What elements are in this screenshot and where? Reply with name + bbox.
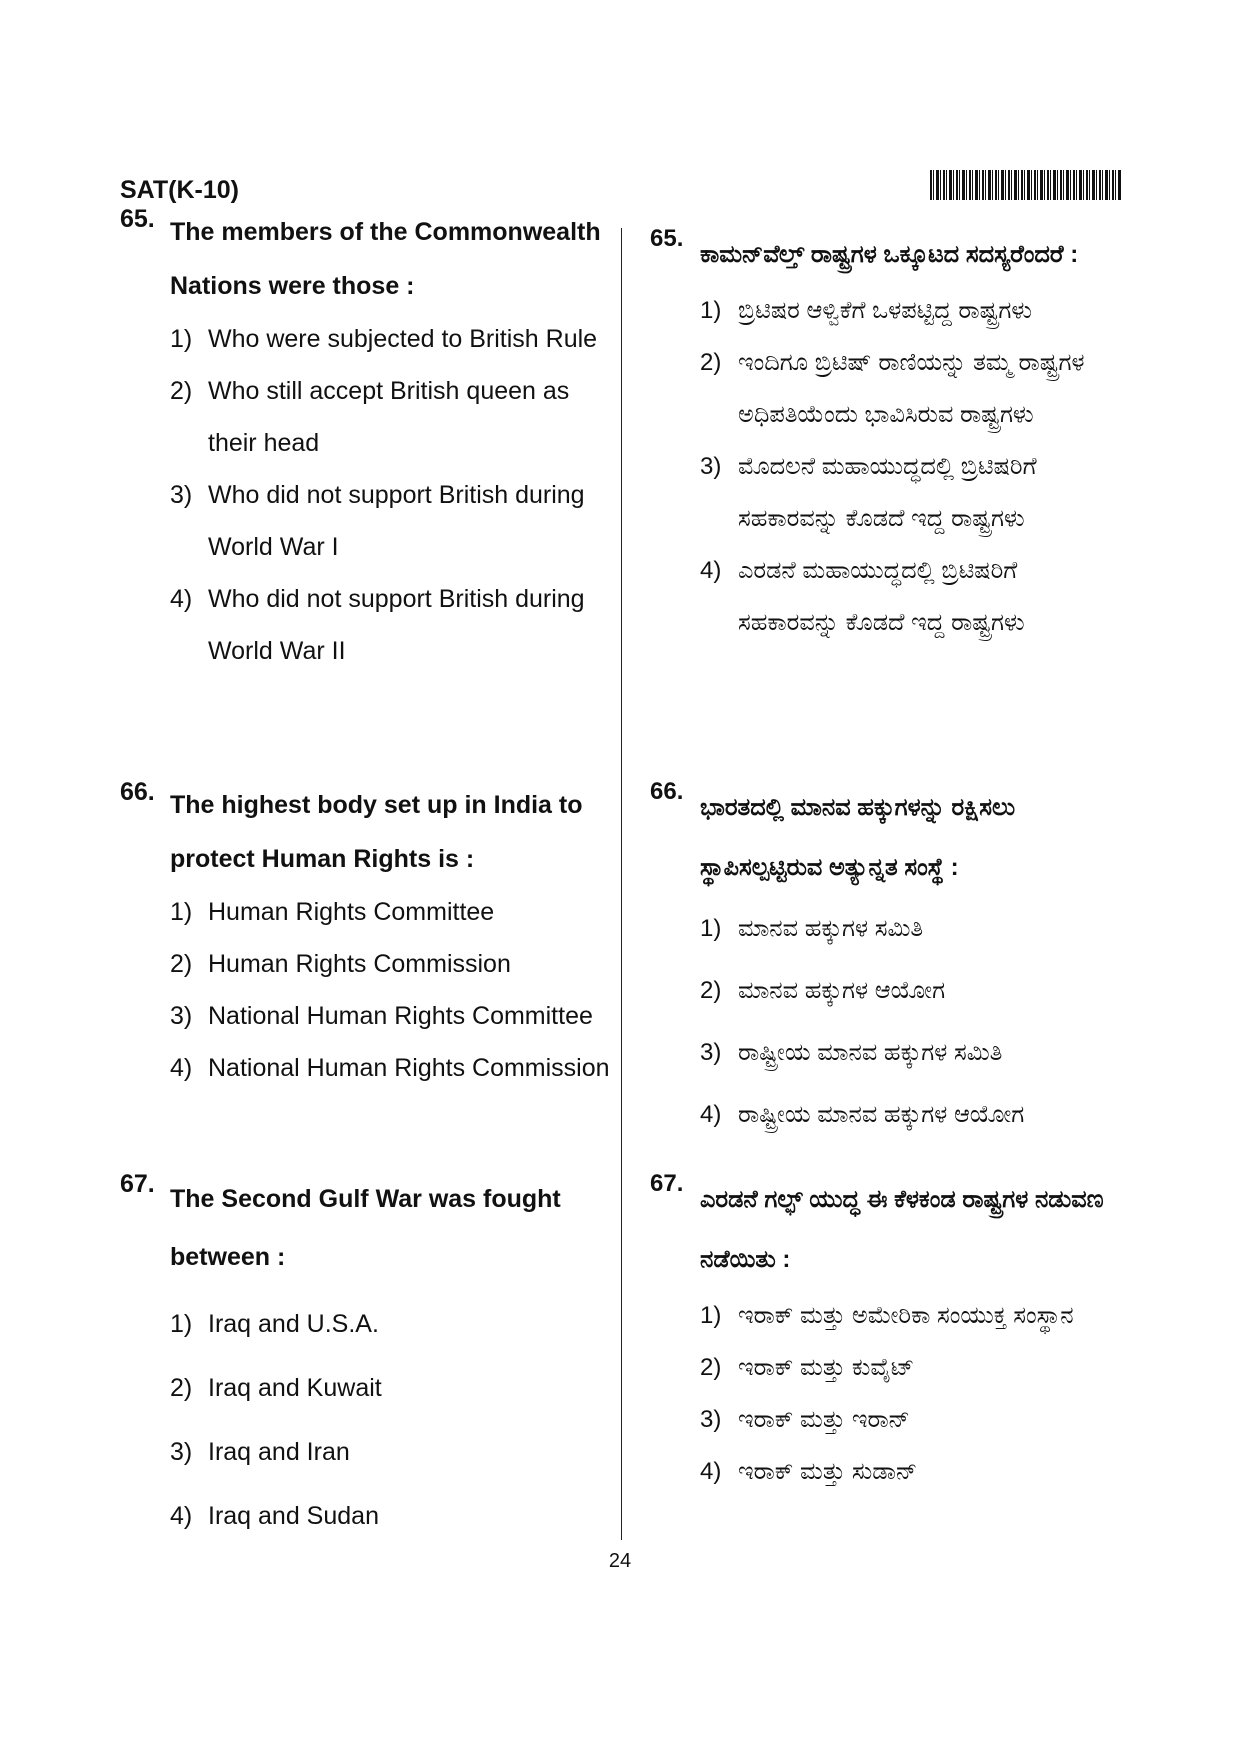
option-1: 1) ಮಾನವ ಹಕ್ಕುಗಳ ಸಮಿತಿ [700, 915, 924, 942]
option-4: 4) National Human Rights Commission [170, 1054, 610, 1082]
question-number: 66. [650, 778, 684, 805]
question-text: ಎರಡನೆ ಗಲ್ಫ್ ಯುದ್ಧ ಈ ಕೆಳಕಂಡ ರಾಷ್ಟ್ರಗಳ ನಡುವಣ ನಡೆಯಿತು : [700, 1186, 1104, 1273]
question-65-kn [650, 225, 1122, 649]
option-2: 2) Human Rights Commission [170, 950, 511, 978]
option-4: 4) ಇರಾಕ್ ಮತ್ತು ಸುಡಾನ್ [700, 1458, 918, 1485]
column-divider [621, 228, 622, 1540]
option-4: 4) ಎರಡನೆ ಮಹಾಯುದ್ಧದಲ್ಲಿ ಬ್ರಿಟಿಷರಿಗೆ ಸಹಕಾರವನ್ನು ಕೊಡದೆ ಇದ್ದ ರಾಷ್ಟ್ರಗಳು [700, 557, 1025, 636]
question-number: 65. [650, 225, 684, 252]
option-3: 3) Who did not support British during World War I [170, 481, 585, 561]
question-65-en [120, 205, 611, 677]
question-number: 65. [120, 205, 155, 233]
option-3: 3) Iraq and Iran [170, 1438, 350, 1466]
option-1: 1) ಇರಾಕ್ ಮತ್ತು ಅಮೇರಿಕಾ ಸಂಯುಕ್ತ ಸಂಸ್ಥಾನ [700, 1302, 1074, 1329]
question-66-en [120, 778, 611, 1094]
option-4: 4) ರಾಷ್ಟ್ರೀಯ ಮಾನವ ಹಕ್ಕುಗಳ ಆಯೋಗ [700, 1101, 1025, 1128]
option-2: 2) ಮಾನವ ಹಕ್ಕುಗಳ ಆಯೋಗ [700, 977, 946, 1004]
option-4: 4) Who did not support British during World War II [170, 585, 585, 665]
option-3: 3) ಮೊದಲನೆ ಮಹಾಯುದ್ಧದಲ್ಲಿ ಬ್ರಿಟಿಷರಿಗೆ ಸಹಕಾರವನ್ನು ಕೊಡದೆ ಇದ್ದ ರಾಷ್ಟ್ರಗಳು [700, 453, 1037, 532]
question-text: ಕಾಮನ್‌ವೆಲ್ತ್ ರಾಷ್ಟ್ರಗಳ ಒಕ್ಕೂಟದ ಸದಸ್ಯರೆಂದರೆ : [700, 241, 1079, 268]
paper-code: SAT(K-10) [120, 176, 239, 204]
barcode-icon [930, 170, 1122, 200]
option-4: 4) Iraq and Sudan [170, 1502, 379, 1530]
option-1: 1) Human Rights Committee [170, 898, 495, 926]
page-number: 24 [608, 1550, 632, 1572]
question-66-kn [650, 778, 1122, 1146]
option-1: 1) ಬ್ರಿಟಿಷರ ಆಳ್ವಿಕೆಗೆ ಒಳಪಟ್ಟಿದ್ದ ರಾಷ್ಟ್ರಗಳು [700, 297, 1033, 324]
option-2: 2) Iraq and Kuwait [170, 1374, 382, 1402]
option-2: 2) ಇರಾಕ್ ಮತ್ತು ಕುವೈಟ್ [700, 1354, 915, 1381]
option-2: 2) Who still accept British queen as their head [170, 377, 570, 457]
question-number: 67. [120, 1170, 155, 1198]
question-text: The Second Gulf War was fought between : [170, 1185, 561, 1271]
option-3: 3) ಇರಾಕ್ ಮತ್ತು ಇರಾನ್ [700, 1406, 910, 1433]
question-number: 66. [120, 778, 155, 806]
question-67-en [120, 1170, 611, 1548]
question-text: The highest body set up in India to protect Human Rights is : [170, 791, 583, 873]
option-1: 1) Iraq and U.S.A. [170, 1310, 379, 1338]
option-3: 3) National Human Rights Committee [170, 1002, 593, 1030]
option-2: 2) ಇಂದಿಗೂ ಬ್ರಿಟಿಷ್ ರಾಣಿಯನ್ನು ತಮ್ಮ ರಾಷ್ಟ್ರಗಳ ಅಧಿಪತಿಯೆಂದು ಭಾವಿಸಿರುವ ರಾಷ್ಟ್ರಗಳು [700, 349, 1085, 428]
question-number: 67. [650, 1170, 684, 1197]
question-text: ಭಾರತದಲ್ಲಿ ಮಾನವ ಹಕ್ಕುಗಳನ್ನು ರಕ್ಷಿಸಲು ಸ್ಥಾಪಿಸಲ್ಪಟ್ಟಿರುವ ಅತ್ಯುನ್ನತ ಸಂಸ್ಥೆ : [700, 794, 1016, 881]
question-67-kn [650, 1170, 1122, 1498]
question-text: The members of the Commonwealth Nations were those : [170, 218, 601, 300]
option-1: 1) Who were subjected to British Rule [170, 325, 598, 353]
option-3: 3) ರಾಷ್ಟ್ರೀಯ ಮಾನವ ಹಕ್ಕುಗಳ ಸಮಿತಿ [700, 1039, 1003, 1066]
